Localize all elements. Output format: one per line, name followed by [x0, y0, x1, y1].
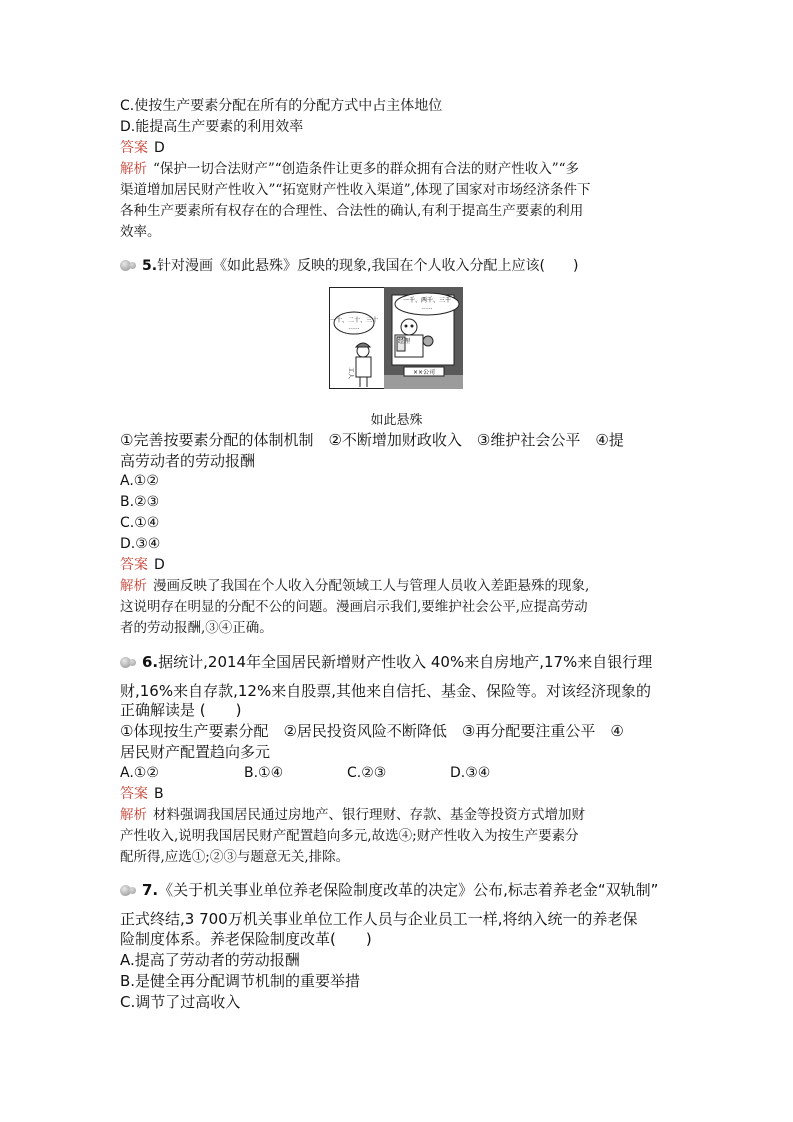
explanation-text: “保护一切合法财产”“创造条件让更多的群众拥有合法的财产性收入”“多: [153, 161, 580, 177]
question-marker-icon: [120, 656, 138, 668]
q6-option-a: A.①②: [120, 765, 159, 781]
q6-option-d: D.③④: [450, 765, 491, 781]
q6-options: [120, 763, 490, 783]
explanation-text: 材料强调我国居民通过房地产、银行理财、存款、基金等投资方式增加财: [153, 807, 585, 823]
explanation-label: 解析: [120, 807, 147, 823]
q5-explanation-line-1: [120, 576, 589, 596]
question-text: 针对漫画《如此悬殊》反映的现象,我国在个人收入分配上应该( ): [157, 258, 579, 274]
q4-explanation-line-3: 各种生产要素所有权存在的合理性、合法性的确认,有利于提高生产要素的利用: [120, 203, 584, 219]
q6-stem-line-3: 正确解读是 ( ): [120, 701, 242, 719]
q6-option-b: B.①④: [244, 765, 284, 781]
q4-option-c: C.使按生产要素分配在所有的分配方式中占主体地位: [120, 98, 443, 114]
q6-explanation-line-3: 配所得,应选①;②③与题意无关,排除。: [120, 849, 350, 865]
q4-option-d: D.能提高生产要素的利用效率: [120, 119, 304, 135]
explanation-label: 解析: [120, 161, 147, 177]
q7-stem-line-1: [120, 880, 658, 900]
q5-option-a: A.①②: [120, 473, 159, 489]
question-text: 据统计,2014年全国居民新增财产性收入 40%来自房地产,17%来自银行理: [158, 653, 653, 671]
q6-statements-line-1: ①体现按生产要素分配 ②居民投资风险不断降低 ③再分配要注重公平 ④: [120, 722, 624, 740]
q6-answer: [120, 784, 164, 804]
q4-explanation-line-1: [120, 159, 579, 179]
bubble-right-text: 一千、两千、三千: [402, 297, 452, 304]
q7-option-b: B.是健全再分配调节机制的重要举措: [120, 972, 361, 990]
question-number: 5.: [142, 258, 158, 274]
manager-sign: 经理: [398, 338, 411, 345]
answer-value: D: [154, 140, 165, 156]
q6-explanation-line-2: 产性收入,说明我国居民财产配置趋向多元,故选④;财产性收入为按生产要素分: [120, 828, 579, 844]
cartoon-caption: 如此悬殊: [370, 413, 423, 428]
q7-option-c: C.调节了过高收入: [120, 993, 241, 1011]
answer-label: 答案: [120, 140, 148, 156]
q5-option-b: B.②③: [120, 494, 160, 510]
answer-value: B: [154, 786, 164, 802]
q5-option-d: D.③④: [120, 536, 161, 552]
q7-stem-line-3: 险制度体系。养老保险制度改革( ): [120, 930, 372, 948]
answer-value: D: [154, 557, 165, 573]
svg-text:......: ......: [421, 304, 433, 311]
q6-statements-line-2: 居民财产配置趋向多元: [120, 743, 271, 761]
q5-statements-line-1: ①完善按要素分配的体制机制 ②不断增加财政收入 ③维护社会公平 ④提: [120, 431, 624, 449]
explanation-text: 漫画反映了我国在个人收入分配领域工人与管理人员收入差距悬殊的现象,: [153, 578, 590, 594]
question-marker-icon: [120, 884, 138, 896]
q5-statements-line-2: 高劳动者的劳动报酬: [120, 452, 256, 470]
q4-explanation-line-2: 渠道增加居民财产性收入”“拓宽财产性收入渠道”,体现了国家对市场经济条件下: [120, 182, 591, 198]
svg-text:......: ......: [348, 324, 360, 331]
q6-option-c: C.②③: [347, 765, 387, 781]
explanation-label: 解析: [120, 578, 147, 594]
answer-label: 答案: [120, 786, 148, 802]
q5-answer: [120, 555, 165, 575]
company-sign: ××公司: [412, 369, 436, 376]
q5-explanation-line-3: 者的劳动报酬,③④正确。: [120, 620, 273, 636]
q7-option-a: A.提高了劳动者的劳动报酬: [120, 951, 300, 969]
q4-answer: [120, 138, 165, 158]
worker-sign: 工人: [347, 367, 354, 380]
question-text: 《关于机关事业单位养老保险制度改革的决定》公布,标志着养老金“双轨制”: [158, 881, 659, 899]
question-number: 7.: [142, 881, 159, 899]
q7-stem-line-2: 正式终结,3 700万机关事业单位工作人员与企业员工一样,将纳入统一的养老保: [120, 910, 638, 928]
q5-explanation-line-2: 这说明存在明显的分配不公的问题。漫画启示我们,要维护社会公平,应提高劳动: [120, 599, 588, 615]
question-marker-icon: [120, 259, 138, 271]
answer-label: 答案: [120, 557, 148, 573]
q4-explanation-line-4: 效率。: [120, 224, 161, 240]
q6-stem-line-1: [120, 652, 652, 672]
q6-stem-line-2: 财,16%来自存款,12%来自股票,其他来自信托、基金、保险等。对该经济现象的: [120, 682, 651, 700]
question-number: 6.: [142, 653, 159, 671]
q5-option-c: C.①④: [120, 515, 160, 531]
q6-explanation-line-1: [120, 805, 585, 825]
q5-stem: [120, 256, 578, 276]
cartoon-image: [329, 287, 463, 389]
bubble-left-text: 一十、二十、三十: [329, 317, 379, 324]
